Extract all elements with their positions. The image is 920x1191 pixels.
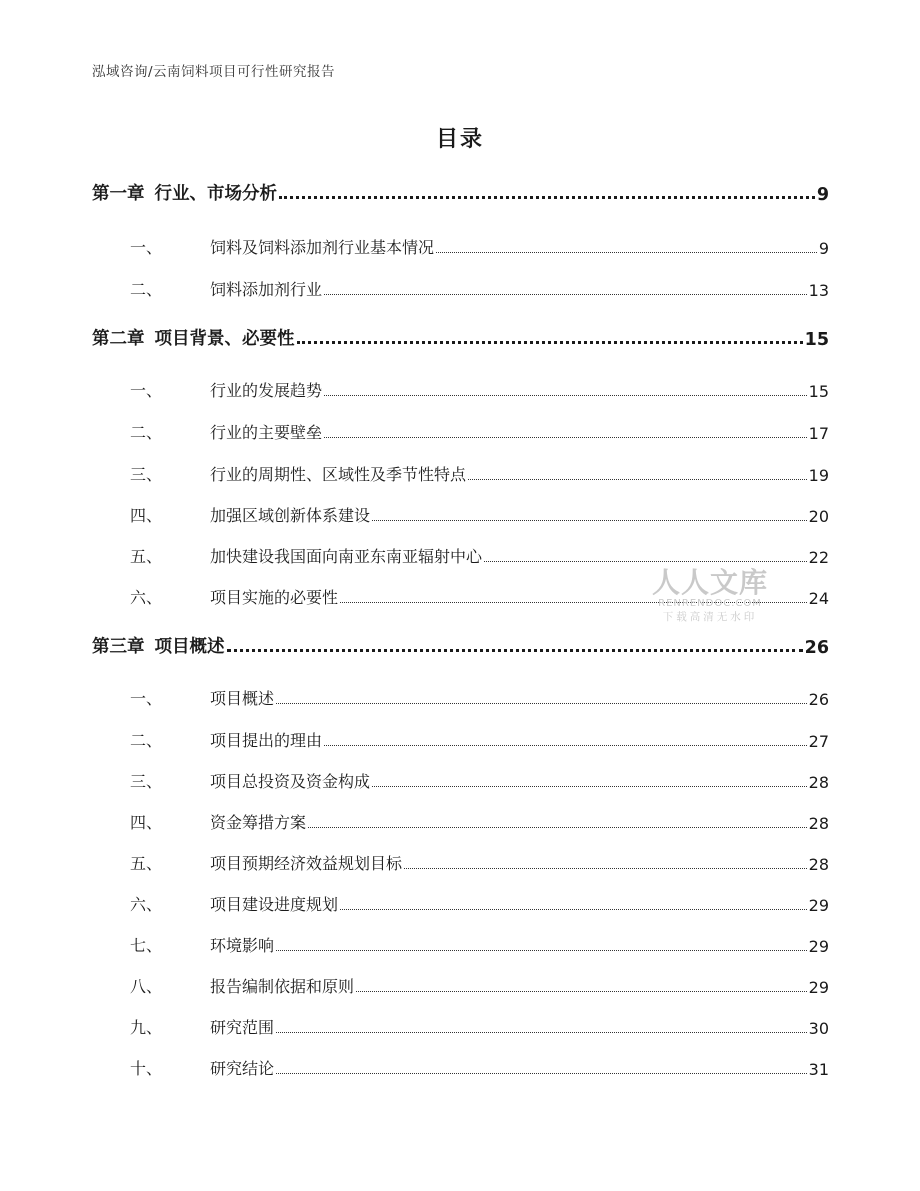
toc-number: 四、	[130, 506, 163, 525]
toc-number: 二、	[130, 423, 163, 442]
toc-leader	[372, 520, 807, 521]
toc-page: 22	[808, 548, 829, 567]
toc-leader	[324, 395, 807, 396]
toc-page: 15	[804, 330, 829, 350]
toc-section[interactable]	[92, 810, 829, 833]
toc-section[interactable]	[92, 277, 829, 300]
toc-title: 加快建设我国面向南亚东南亚辐射中心	[210, 547, 483, 566]
toc-section[interactable]	[92, 544, 829, 567]
toc-leader	[468, 479, 807, 480]
toc-title: 项目建设进度规划	[210, 895, 339, 914]
toc-title: 环境影响	[210, 936, 275, 955]
toc-title: 项目预期经济效益规划目标	[210, 854, 403, 873]
toc-page: 29	[808, 937, 829, 956]
toc-section[interactable]	[92, 1015, 829, 1038]
watermark-title: 人人文库	[651, 566, 768, 599]
toc-title: 行业的周期性、区域性及季节性特点	[210, 465, 467, 484]
toc-leader	[324, 437, 807, 438]
toc-chapter-2[interactable]	[92, 325, 829, 350]
toc-page: 29	[808, 896, 829, 915]
watermark-url: RENRENDOC.COM	[658, 598, 762, 609]
toc-title: 项目概述	[154, 637, 225, 657]
toc-title: 饲料及饲料添加剂行业基本情况	[210, 238, 435, 257]
toc-leader	[324, 745, 807, 746]
toc-title: 项目总投资及资金构成	[210, 772, 371, 791]
toc-title: 研究范围	[210, 1018, 275, 1037]
toc-page: 17	[808, 424, 829, 443]
toc-chapter-1[interactable]	[92, 180, 829, 205]
toc-title: 项目背景、必要性	[154, 329, 295, 349]
toc-number: 六、	[130, 895, 163, 914]
toc-section[interactable]	[92, 728, 829, 751]
toc-number: 三、	[130, 465, 163, 484]
toc-number: 第三章	[92, 637, 145, 657]
toc-title: 资金筹措方案	[210, 813, 307, 832]
toc-page: 9	[816, 185, 829, 205]
toc-page: 9	[818, 239, 829, 258]
watermark-subtitle: 下载高清无水印	[662, 611, 758, 623]
toc-leader	[276, 950, 807, 951]
toc-title: 加强区域创新体系建设	[210, 506, 371, 525]
toc-title: 行业、市场分析	[154, 184, 277, 204]
toc-number: 五、	[130, 854, 163, 873]
toc-leader	[484, 561, 807, 562]
toc-page: 29	[808, 978, 829, 997]
toc-page: 15	[808, 382, 829, 401]
toc-title: 饲料添加剂行业	[210, 280, 323, 299]
toc-number: 五、	[130, 547, 163, 566]
toc-leader	[276, 703, 807, 704]
toc-leader	[276, 1073, 807, 1074]
toc-section[interactable]	[92, 769, 829, 792]
toc-page: 28	[808, 855, 829, 874]
toc-number: 九、	[130, 1018, 163, 1037]
toc-number: 二、	[130, 280, 163, 299]
toc-number: 十、	[130, 1059, 163, 1078]
toc-page: 24	[808, 589, 829, 608]
toc-title: 行业的主要壁垒	[210, 423, 323, 442]
toc-leader	[324, 294, 807, 295]
toc-section[interactable]	[92, 1056, 829, 1079]
toc-section[interactable]	[92, 503, 829, 526]
toc-page: 13	[808, 281, 829, 300]
toc-page: 31	[808, 1060, 829, 1079]
toc-page: 30	[808, 1019, 829, 1038]
toc-section[interactable]	[92, 462, 829, 485]
toc-section[interactable]	[92, 974, 829, 997]
toc-section[interactable]	[92, 378, 829, 401]
toc-number: 六、	[130, 588, 163, 607]
toc-leader	[308, 827, 807, 828]
page-header: 泓域咨询/云南饲料项目可行性研究报告	[92, 64, 336, 80]
toc-page: 26	[808, 690, 829, 709]
toc-number: 第二章	[92, 329, 145, 349]
toc-section[interactable]	[92, 235, 829, 258]
toc-leader	[356, 991, 807, 992]
toc-page: 28	[808, 773, 829, 792]
toc-page: 26	[804, 638, 829, 658]
watermark	[640, 568, 780, 624]
toc-page: 28	[808, 814, 829, 833]
toc-number: 二、	[130, 731, 163, 750]
toc-number: 一、	[130, 381, 163, 400]
toc-number: 八、	[130, 977, 163, 996]
toc-title: 行业的发展趋势	[210, 381, 323, 400]
toc-number: 七、	[130, 936, 163, 955]
toc-leader	[436, 252, 817, 253]
toc-leader	[372, 786, 807, 787]
toc-section[interactable]	[92, 420, 829, 443]
toc-page: 27	[808, 732, 829, 751]
toc-title: 报告编制依据和原则	[210, 977, 355, 996]
toc-number: 三、	[130, 772, 163, 791]
toc-leader	[227, 649, 803, 652]
toc-section[interactable]	[92, 933, 829, 956]
toc-leader	[276, 1032, 807, 1033]
toc-leader	[404, 868, 807, 869]
toc-number: 一、	[130, 689, 163, 708]
toc-section[interactable]	[92, 686, 829, 709]
page-title: 目录	[435, 127, 484, 152]
toc-leader	[340, 909, 807, 910]
toc-leader	[279, 196, 815, 199]
toc-number: 第一章	[92, 184, 145, 204]
toc-number: 一、	[130, 238, 163, 257]
toc-title: 项目提出的理由	[210, 731, 323, 750]
toc-chapter-3[interactable]	[92, 633, 829, 658]
toc-number: 四、	[130, 813, 163, 832]
toc-title: 项目实施的必要性	[210, 588, 339, 607]
toc-page: 19	[808, 466, 829, 485]
toc-section[interactable]	[92, 892, 829, 915]
toc-section[interactable]	[92, 851, 829, 874]
toc-leader	[297, 341, 803, 344]
toc-page: 20	[808, 507, 829, 526]
toc-title: 项目概述	[210, 689, 275, 708]
toc-title: 研究结论	[210, 1059, 275, 1078]
